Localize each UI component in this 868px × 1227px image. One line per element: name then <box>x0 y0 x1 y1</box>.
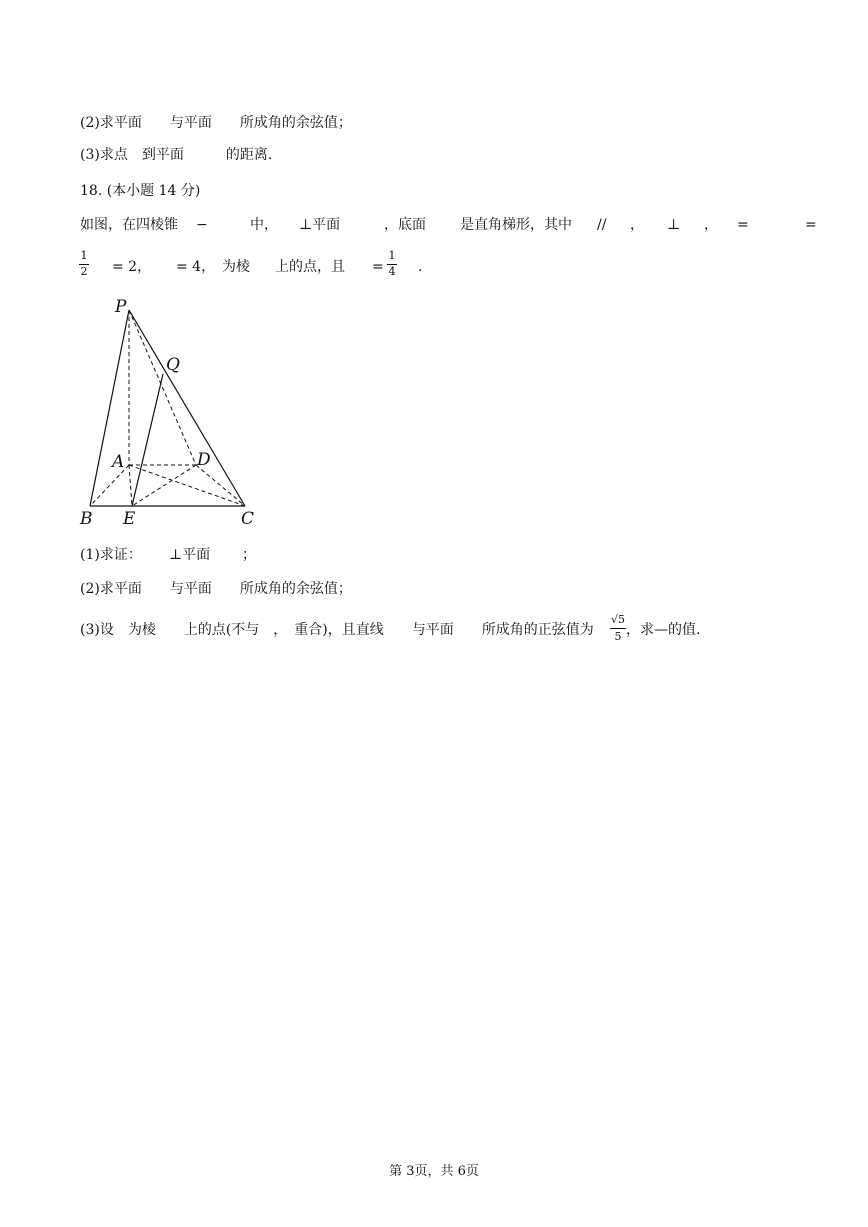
stem-text: ⊥平面 <box>299 217 341 233</box>
part3-text: ，求—的值. <box>626 622 701 638</box>
q18-header: 18. (本小题 14 分) <box>80 183 201 199</box>
edge-dc <box>196 465 245 506</box>
edge-eq <box>132 374 163 506</box>
q17-part3: (3)求点 到平面 的距离. <box>80 147 273 163</box>
fraction-denominator: 4 <box>388 265 396 278</box>
fraction-numerator: 1 <box>388 249 396 262</box>
stem-comma: ， <box>630 217 644 233</box>
stem-text: = 4， <box>176 259 216 275</box>
page-footer: 第 3页，共 6页 <box>389 1164 479 1179</box>
label-b: B <box>80 509 93 529</box>
fraction-numerator: 1 <box>80 249 88 262</box>
fraction-bar <box>610 628 626 629</box>
fraction-denominator: 2 <box>80 265 88 278</box>
stem-text: 如图，在四棱锥 <box>80 217 178 233</box>
edge-pb <box>90 310 129 506</box>
q17-part2: (2)求平面 与平面 所成角的余弦值； <box>80 115 352 131</box>
equals-symbol: = <box>372 259 384 275</box>
q18-part2: (2)求平面 与平面 所成角的余弦值； <box>80 581 352 597</box>
edge-pd <box>129 310 196 465</box>
stem-comma: ， <box>704 217 718 233</box>
pyramid-figure <box>70 290 270 535</box>
equals-symbol: = <box>737 217 749 233</box>
label-a: A <box>112 452 125 472</box>
edge-de <box>132 465 196 506</box>
stem-text: 中， <box>250 217 278 233</box>
label-d: D <box>197 450 211 470</box>
part3-text: (3)设 为棱 上的点(不与 ， 重合)，且直线 与平面 所成角的正弦值为 <box>80 622 594 638</box>
edge-ae <box>129 465 132 506</box>
label-p: P <box>115 297 127 317</box>
stem-text: ，底面 <box>384 217 426 233</box>
equals-symbol: = <box>805 217 817 233</box>
label-e: E <box>123 509 136 529</box>
edge-pc <box>129 310 245 506</box>
stem-dash: − <box>196 217 208 233</box>
fraction-denominator: 5 <box>614 630 622 643</box>
stem-text: = 2， <box>112 259 152 275</box>
parallel-symbol: // <box>597 217 607 233</box>
label-c: C <box>241 509 255 529</box>
stem-text: 是直角梯形，其中 <box>460 217 572 233</box>
stem-text: 上的点，且 <box>275 259 345 275</box>
part1-text: ； <box>242 547 256 563</box>
stem-text: 为棱 <box>222 259 250 275</box>
part1-text: (1)求证： <box>80 547 142 563</box>
stem-text: . <box>418 259 423 275</box>
perp-symbol: ⊥ <box>667 217 681 233</box>
label-q: Q <box>166 355 180 375</box>
part1-text: ⊥平面 <box>169 547 211 563</box>
fraction-numerator: √5 <box>610 613 625 626</box>
